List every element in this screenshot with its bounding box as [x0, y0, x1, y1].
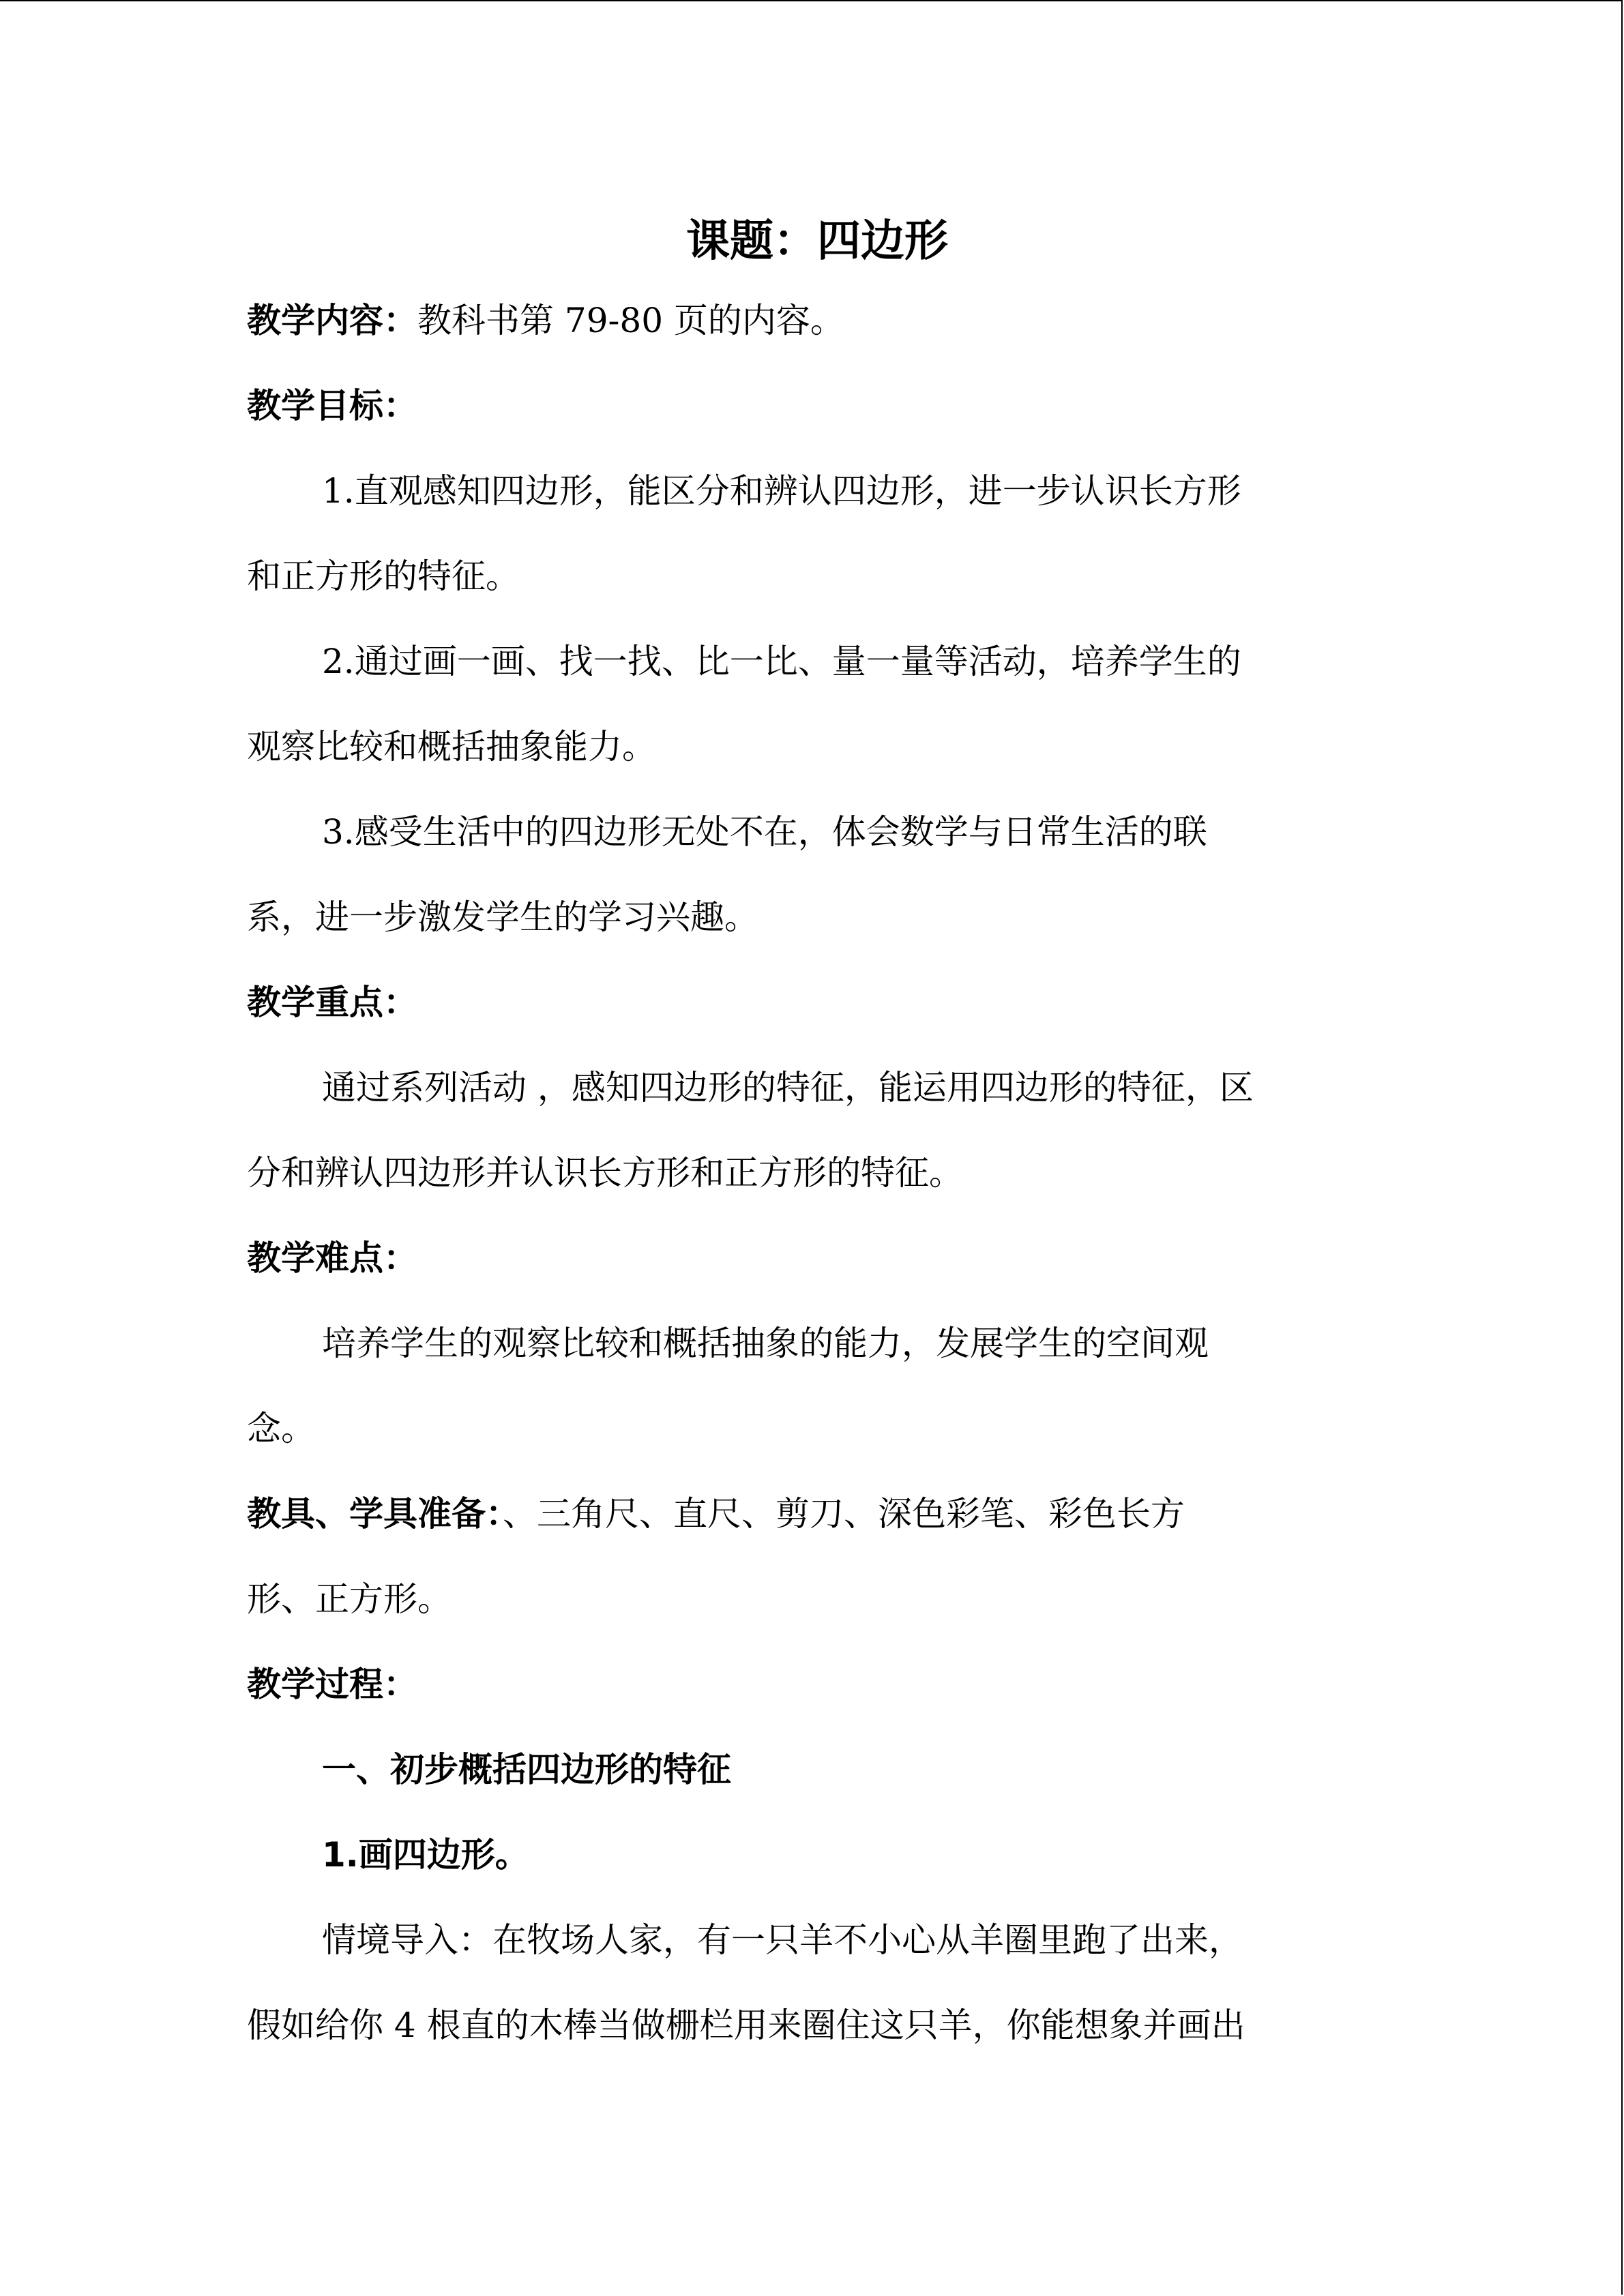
- teaching-content: [247, 278, 1393, 363]
- key-points-heading: 教学重点：: [247, 983, 417, 1022]
- objective-2-line-1: 2.通过画一画、找一找、比一比、量一量等活动，培养学生的: [322, 642, 1241, 681]
- page-title: 课题：四边形: [686, 216, 948, 267]
- key-points-line-2: 分和辨认四边形并认识长方形和正方形的特征。: [247, 1153, 963, 1193]
- tools-line-2: 形、正方形。: [247, 1579, 452, 1619]
- process-step-1: 1.画四边形。: [322, 1835, 529, 1875]
- key-points-line-1: 通过系列活动 ，感知四边形的特征，能运用四边形的特征，区: [322, 1068, 1254, 1107]
- objective-1-line-1: 1.直观感知四边形，能区分和辨认四边形，进一步认识长方形: [322, 471, 1241, 511]
- objective-3-line-2: 系，进一步激发学生的学习兴趣。: [247, 897, 758, 937]
- process-heading: 教学过程：: [247, 1665, 417, 1704]
- difficulties-line-1: 培养学生的观察比较和概括抽象的能力，发展学生的空间观: [322, 1324, 1209, 1363]
- objective-2-line-2: 观察比较和概括抽象能力。: [247, 727, 656, 766]
- process-section-1: 一、初步概括四边形的特征: [322, 1750, 731, 1789]
- objective-3-line-1: 3.感受生活中的四边形无处不在，体会数学与日常生活的联: [322, 812, 1207, 852]
- process-intro-line-2: 假如给你 4 根直的木棒当做栅栏用来圈住这只羊，你能想象并画出: [247, 2006, 1245, 2045]
- difficulties-line-2: 念。: [247, 1409, 315, 1448]
- objectives-heading: 教学目标：: [247, 386, 417, 426]
- tools-label: 教具、学具准备：: [247, 1494, 503, 1534]
- process-intro-line-1: 情境导入：在牧场人家，有一只羊不小心从羊圈里跑了出来，: [322, 1920, 1243, 1960]
- teaching-content-text: 教科书第 79-80 页的内容。: [417, 301, 844, 340]
- document-body: [247, 205, 1393, 2068]
- objective-1-line-2: 和正方形的特征。: [247, 556, 520, 596]
- tools-line-1: [247, 1472, 1393, 1557]
- tools-text: 、三角尺、直尺、剪刀、深色彩笔、彩色长方: [503, 1494, 1185, 1534]
- difficulties-heading: 教学难点：: [247, 1238, 417, 1278]
- teaching-content-label: 教学内容：: [247, 301, 417, 340]
